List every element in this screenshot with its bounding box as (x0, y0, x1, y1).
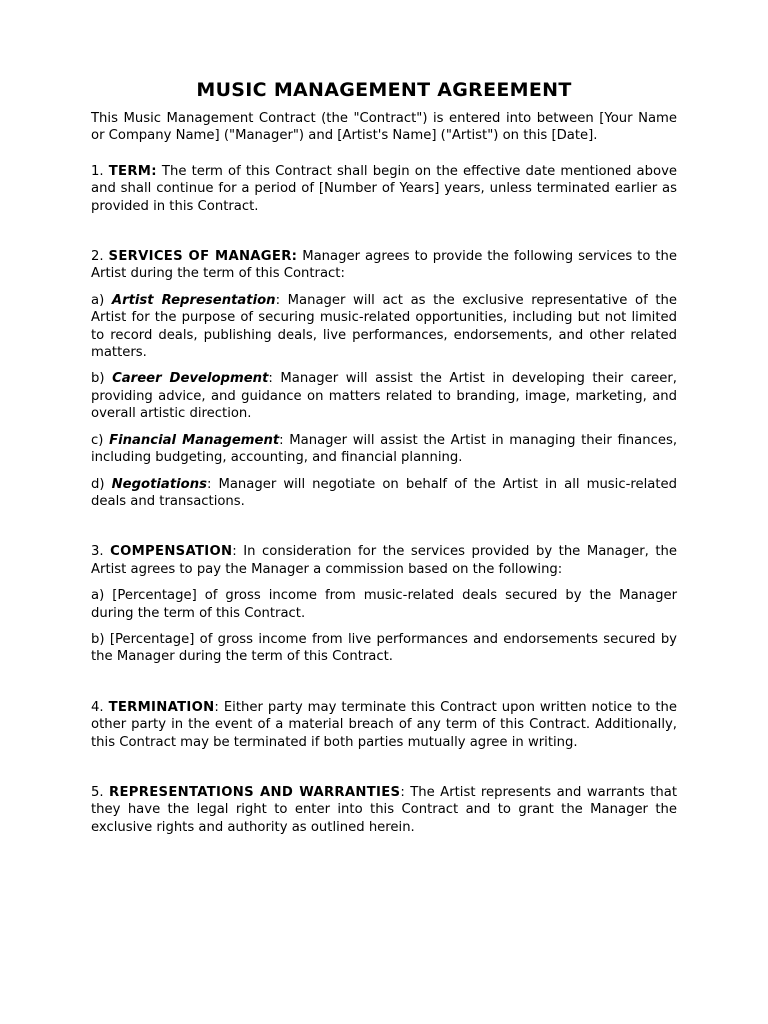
section-heading: SERVICES OF MANAGER: (108, 249, 298, 265)
item-term: Financial Management (109, 432, 280, 448)
section-heading: REPRESENTATIONS AND WARRANTIES (109, 784, 401, 800)
section-heading: TERMINATION (108, 699, 215, 715)
section-text: : In consideration for the services provided by the Manager, the Artist agrees to pay the Manager a commission based on the following: (91, 544, 677, 577)
list-item (91, 432, 677, 467)
item-term: Negotiations (111, 476, 207, 492)
section-compensation (91, 543, 677, 578)
item-letter: b) (91, 631, 105, 647)
section-number: 2. (91, 249, 104, 265)
item-letter: a) (91, 588, 105, 604)
item-text: : Manager will negotiate on behalf of the Artist in all music-related deals and transactions. (91, 476, 677, 509)
list-item (91, 587, 677, 622)
item-term: Career Development (112, 371, 269, 387)
section-representations (91, 784, 677, 836)
section-text: : Either party may terminate this Contract upon written notice to the other party in the event of a material breach of any term of this Contract. Additionally, this Contract may be terminated if both parties mutually agree in writing. (91, 699, 677, 750)
section-number: 4. (91, 699, 104, 715)
item-text: : Manager will act as the exclusive representative of the Artist for the purpose of securing music-related opportunities, including but not limited to record deals, publishing deals, live performances, endorsements, and other related matters. (91, 292, 677, 361)
section-number: 1. (91, 163, 104, 179)
section-heading: COMPENSATION (110, 544, 233, 560)
list-item (91, 631, 677, 666)
section-number: 5. (91, 784, 104, 800)
list-item (91, 476, 677, 511)
list-item (91, 292, 677, 362)
document-page (91, 76, 677, 836)
section-heading: TERM: (108, 163, 157, 179)
section-text: Manager agrees to provide the following services to the Artist during the term of this Contract: (91, 249, 677, 282)
item-text: : Manager will assist the Artist in managing their finances, including budgeting, accounting, and financial planning. (91, 432, 678, 466)
item-term: Artist Representation (111, 292, 276, 308)
intro-paragraph: This Music Management Contract (the "Contract") is entered into between [Your Name or Company Name] ("Manager") and [Artist's Name] ("Artist") on this [Date]. (91, 111, 677, 144)
section-termination (91, 699, 677, 751)
section-number: 3. (91, 544, 104, 560)
section-services (91, 248, 677, 283)
item-text: [Percentage] of gross income from music-related deals secured by the Manager during the term of this Contract. (91, 588, 677, 621)
item-text: [Percentage] of gross income from live performances and endorsements secured by the Manager during the term of this Contract. (91, 631, 677, 665)
section-term (91, 163, 677, 215)
item-letter: a) (91, 292, 105, 308)
item-letter: b) (91, 371, 105, 387)
section-text: : The Artist represents and warrants that they have the legal right to enter into this Contract and to grant the Manager the exclusive rights and authority as outlined herein. (91, 784, 677, 835)
document-title: MUSIC MANAGEMENT AGREEMENT (196, 79, 572, 101)
item-letter: c) (91, 432, 104, 448)
section-text: The term of this Contract shall begin on the effective date mentioned above and shall continue for a period of [Number of Years] years, unless terminated earlier as provided in this Contract. (91, 163, 677, 214)
item-letter: d) (91, 476, 105, 492)
list-item (91, 370, 677, 422)
item-text: : Manager will assist the Artist in developing their career, providing advice, and guidance on matters related to branding, image, marketing, and overall artistic direction. (91, 371, 677, 422)
